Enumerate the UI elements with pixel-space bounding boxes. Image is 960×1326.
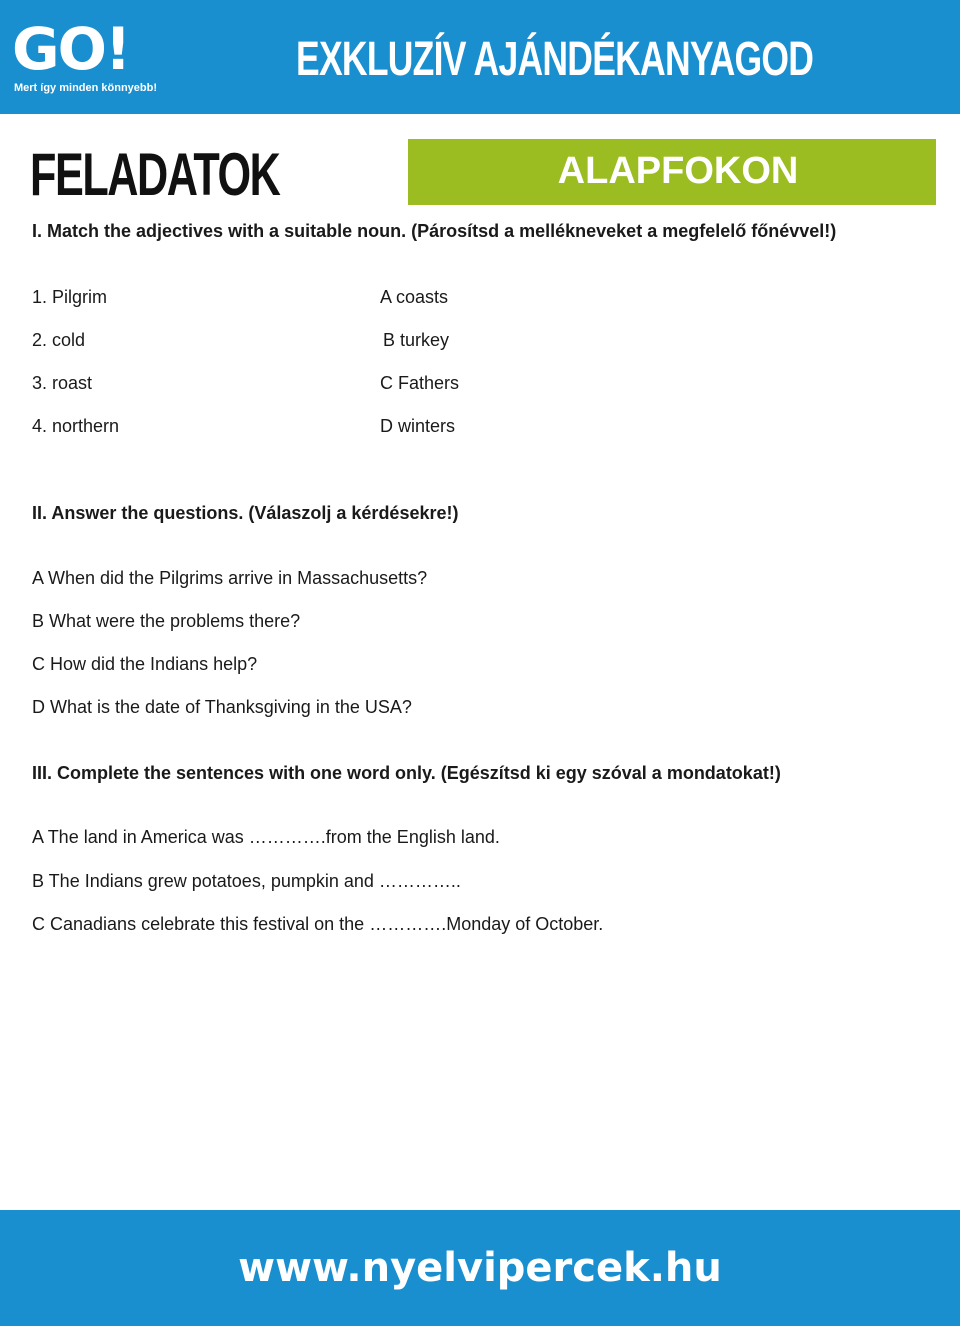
task3-sentence: B The Indians grew potatoes, pumpkin and ………….. xyxy=(32,871,461,891)
task1-right-item: B turkey xyxy=(383,330,450,350)
go-logo xyxy=(12,15,158,100)
task2-question: B What were the problems there? xyxy=(32,611,301,631)
page-title: FELADATOK xyxy=(30,141,280,208)
task3-sentence: A The land in America was ………….from the English land. xyxy=(32,827,500,847)
task1-left-item: 1. Pilgrim xyxy=(32,287,108,307)
task1-right-item: C Fathers xyxy=(380,373,460,393)
website-link[interactable]: www.nyelvipercek.hu xyxy=(238,1245,722,1291)
task1-left-item: 4. northern xyxy=(32,416,120,436)
task3-heading: III. Complete the sentences with one word only. (Egészítsd ki egy szóval a mondatokat!) xyxy=(32,763,781,783)
logo-mark: GO! xyxy=(12,15,130,83)
level-badge xyxy=(408,139,936,205)
task2-heading: II. Answer the questions. (Válaszolj a kérdésekre!) xyxy=(32,503,459,523)
level-badge-label: ALAPFOKON xyxy=(557,150,799,192)
task2-question: A When did the Pilgrims arrive in Massachusetts? xyxy=(32,568,428,588)
footer-banner xyxy=(0,1210,960,1326)
task1-right-item: D winters xyxy=(380,416,456,436)
task1-heading: I. Match the adjectives with a suitable noun. (Párosítsd a mellékneveket a megfelelő főnévvel!) xyxy=(32,221,837,241)
task1-right-item: A coasts xyxy=(380,287,449,307)
header-title: EXKLUZÍV AJÁNDÉKANYAGOD xyxy=(296,33,814,86)
task2-question: D What is the date of Thanksgiving in the USA? xyxy=(32,697,412,717)
header-banner xyxy=(0,0,960,114)
task3-sentence: C Canadians celebrate this festival on the ………….Monday of October. xyxy=(32,914,604,934)
task2-question: C How did the Indians help? xyxy=(32,654,258,674)
task1-left-item: 3. roast xyxy=(32,373,93,393)
task1-left-item: 2. cold xyxy=(32,330,86,350)
logo-tagline: Mert így minden könnyebb! xyxy=(14,82,158,94)
